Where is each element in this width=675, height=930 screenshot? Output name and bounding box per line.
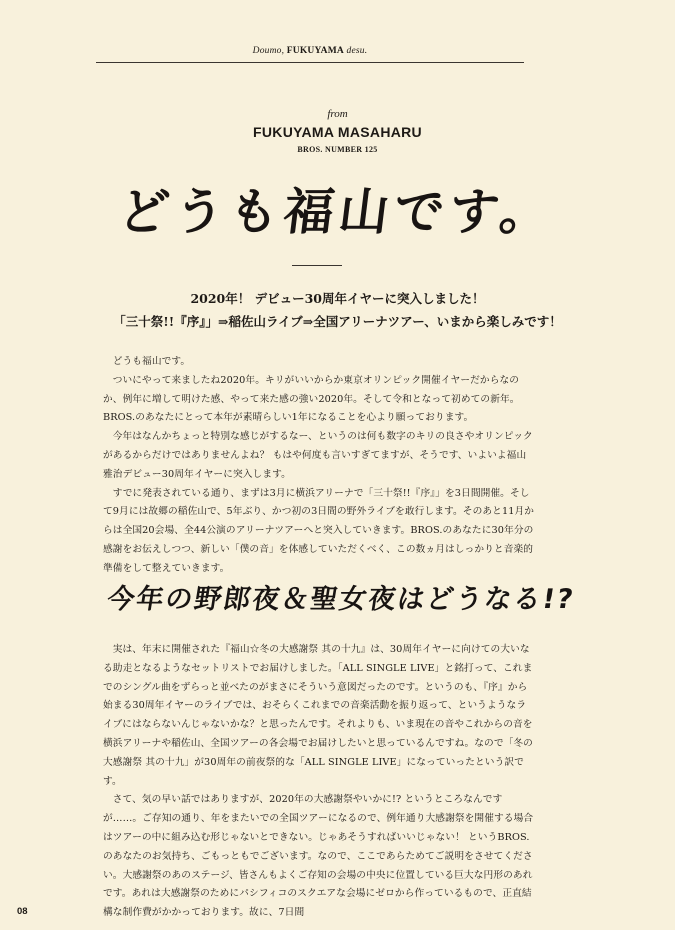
section-heading: 今年の野郎夜＆聖女夜はどうなる!? [105,584,577,615]
from-label: from [327,108,348,120]
paragraph: すでに発表されている通り、まずは3月に横浜アリーナで「三十祭!!『序』」を3日間開催。そして9月には故郷の稲佐山で、5年ぶり、かつ初の3日間の野外ライブを敢行します。そのあと11月からは全国20会場、全44公演のアリーナツアーへと突入していきます。BROS.のあなたに30年分の感謝をお伝えしつつ、新しい「僕の音」を体感していただくべく、この数ヵ月はしっかりと音楽的準備をして整えていきます。 [103,487,535,574]
page-title: どうも福山です。 [115,183,559,241]
page-number: 08 [17,906,28,917]
author-name: FUKUYAMA MASAHARU [253,124,422,140]
lead-text [0,287,675,333]
running-head-tail: desu. [346,46,368,56]
paragraph: さて、気の早い話ではありますが、2020年の大感謝祭やいかに!? というところなんですが……。ご存知の通り、年をまたいでの全国ツアーになるので、例年通り大感謝祭を開催する場合はツアーの中に組み込む形じゃないとできない。じゃあそうすればいいじゃない！ というBROS.のあなたのお気持ち、ごもっともでございます。なので、ここであらためてご説明をさせてください。大感謝祭のあのステージ、皆さんもよくご存知の会場の中央に位置している巨大な円形のあれです。あれは大感謝祭のためにパシフィコのスクエアな会場にゼロから作っているもので、正直結構な制作費がかかっております。故に、7日間 [103,794,534,919]
lead-line: 2020年！ デビュー30周年イヤーに突入しました！ [190,291,485,306]
body-section-1 [103,353,535,579]
running-head [96,46,524,56]
title-rule [292,265,342,266]
paragraph: 今年はなんかちょっと特別な感じがするなー、というのは何も数字のキリの良さやオリンピックがあるからだけではありませんよね？ もはや何度も言いすぎてますが、そうです、いよいよ福山雅治デビュー30周年イヤーに突入します。 [103,431,533,480]
issue-number: BROS. NUMBER 125 [297,145,378,154]
body-section-2 [103,641,535,923]
paragraph: どうも福山です。 [112,356,191,367]
header-rule [96,62,524,63]
lead-line: 「三十祭!!『序』」⇒稲佐山ライブ⇒全国アリーナツアー、いまから楽しみです！ [113,314,562,329]
running-head-italic: Doumo, [252,46,285,56]
paragraph: ついにやって来ましたね2020年。キリがいいからか東京オリンピック開催イヤーだからなのか、例年に増して明けた感、やって来た感の強い2020年。そして令和となって初めての新年。BROS.のあなたにとって本年が素晴らしい1年になることを心より願っております。 [103,374,520,424]
running-head-bold: FUKUYAMA [286,46,344,56]
paragraph: 実は、年末に開催された『福山☆冬の大感謝祭 其の十九』は、30周年イヤーに向けての大いなる助走となるようなセットリストでお届けしました。「ALL SINGLE LIVE」と銘打って、これまでのシングル曲をずらっと並べたのがまさにそういう意図だったのです。というのも、『序』から始まる30周年イヤーのライブでは、おそらくこれまでの音楽活動を振り返って、というようなライブにはならないんじゃないかな？と思ったんです。それよりも、いま現在の音やこれからの音を横浜アリーナや稲佐山、全国ツアーの各会場でお届けしたいと思っているんですね。なので「冬の大感謝祭 其の十九」が30周年の前夜祭的な「ALL SINGLE LIVE」になっていったという訳です。 [103,644,533,787]
